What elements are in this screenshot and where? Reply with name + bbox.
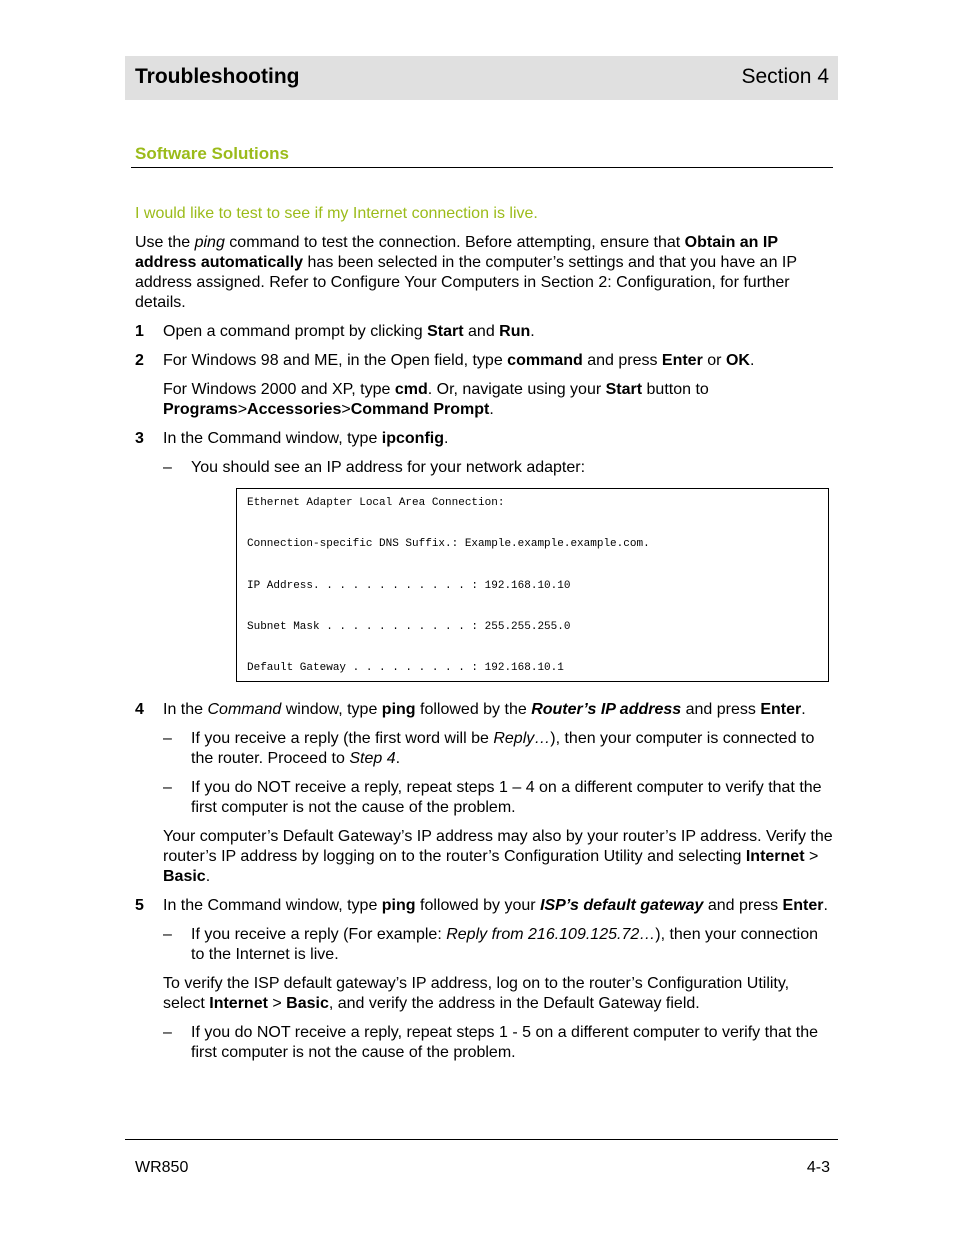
footer-model: WR850 (135, 1159, 189, 1176)
ipconfig-output-box (236, 488, 829, 682)
step-5-bullet-1: – If you receive a reply (For example: Reply from 216.109.125.72…), then your connection to the Internet is live. (163, 926, 818, 963)
page-header (125, 56, 838, 100)
step-number: 2 (135, 352, 144, 369)
step-2-note: For Windows 2000 and XP, type cmd. Or, navigate using your Start button to Programs>Accessories>Command Prompt. (163, 381, 709, 418)
page-content (135, 204, 835, 1072)
step-4-bullet-1: – If you receive a reply (the first word will be Reply…), then your computer is connected to the router. Proceed to Step 4. (163, 730, 815, 767)
code-line: Default Gateway . . . . . . . . . : 192.168.10.1 (247, 662, 564, 675)
step-number: 3 (135, 430, 144, 447)
step-2: 2 For Windows 98 and ME, in the Open field, type command and press Enter or OK. (135, 352, 755, 369)
section-label: Section 4 (741, 65, 829, 88)
section-divider (131, 167, 833, 168)
intro-paragraph: Use the ping command to test the connection. Before attempting, ensure that Obtain an IP address automatically has been selected in the computer’s settings and that you have an IP address assigned. Refer to Configure Your Computers in Section 2: Configuration, for further details. (135, 234, 797, 311)
step-5-note: To verify the ISP default gateway’s IP address, log on to the router’s Configuration Utility, select Internet > Basic, and verify the address in the Default Gateway field. (163, 975, 790, 1012)
step-number: 4 (135, 701, 144, 718)
step-4-note: Your computer’s Default Gateway’s IP address may also by your router’s IP address. Verify the router’s IP address by logging on to the router’s Configuration Utility and selecting Internet > Basic. (163, 828, 833, 885)
step-4: 4 In the Command window, type ping followed by the Router’s IP address and press Enter. (135, 701, 806, 718)
step-3: 3 In the Command window, type ipconfig. (135, 430, 449, 447)
code-line: Connection-specific DNS Suffix.: Example.example.example.com. (247, 538, 650, 551)
code-line: IP Address. . . . . . . . . . . . : 192.168.10.10 (247, 579, 571, 592)
step-1: 1 Open a command prompt by clicking Start and Run. (135, 323, 535, 340)
section-heading: Software Solutions (135, 144, 289, 163)
question-heading: I would like to test to see if my Internet connection is live. (135, 205, 538, 222)
step-5: 5 In the Command window, type ping followed by your ISP’s default gateway and press Enter. (135, 897, 828, 914)
step-5-bullet-2: – If you do NOT receive a reply, repeat steps 1 - 5 on a different computer to verify that the first computer is not the cause of the problem. (163, 1024, 818, 1061)
step-4-bullet-2: – If you do NOT receive a reply, repeat steps 1 – 4 on a different computer to verify that the first computer is not the cause of the problem. (163, 779, 822, 816)
code-line: Ethernet Adapter Local Area Connection: (247, 497, 505, 509)
footer-page-number: 4-3 (806, 1159, 830, 1176)
chapter-title: Troubleshooting (135, 65, 300, 88)
footer-divider (125, 1139, 838, 1140)
code-line: Subnet Mask . . . . . . . . . . . : 255.255.255.0 (247, 620, 571, 633)
step-3-bullet: – You should see an IP address for your network adapter: (163, 459, 586, 476)
step-number: 1 (135, 323, 144, 340)
step-number: 5 (135, 897, 144, 914)
